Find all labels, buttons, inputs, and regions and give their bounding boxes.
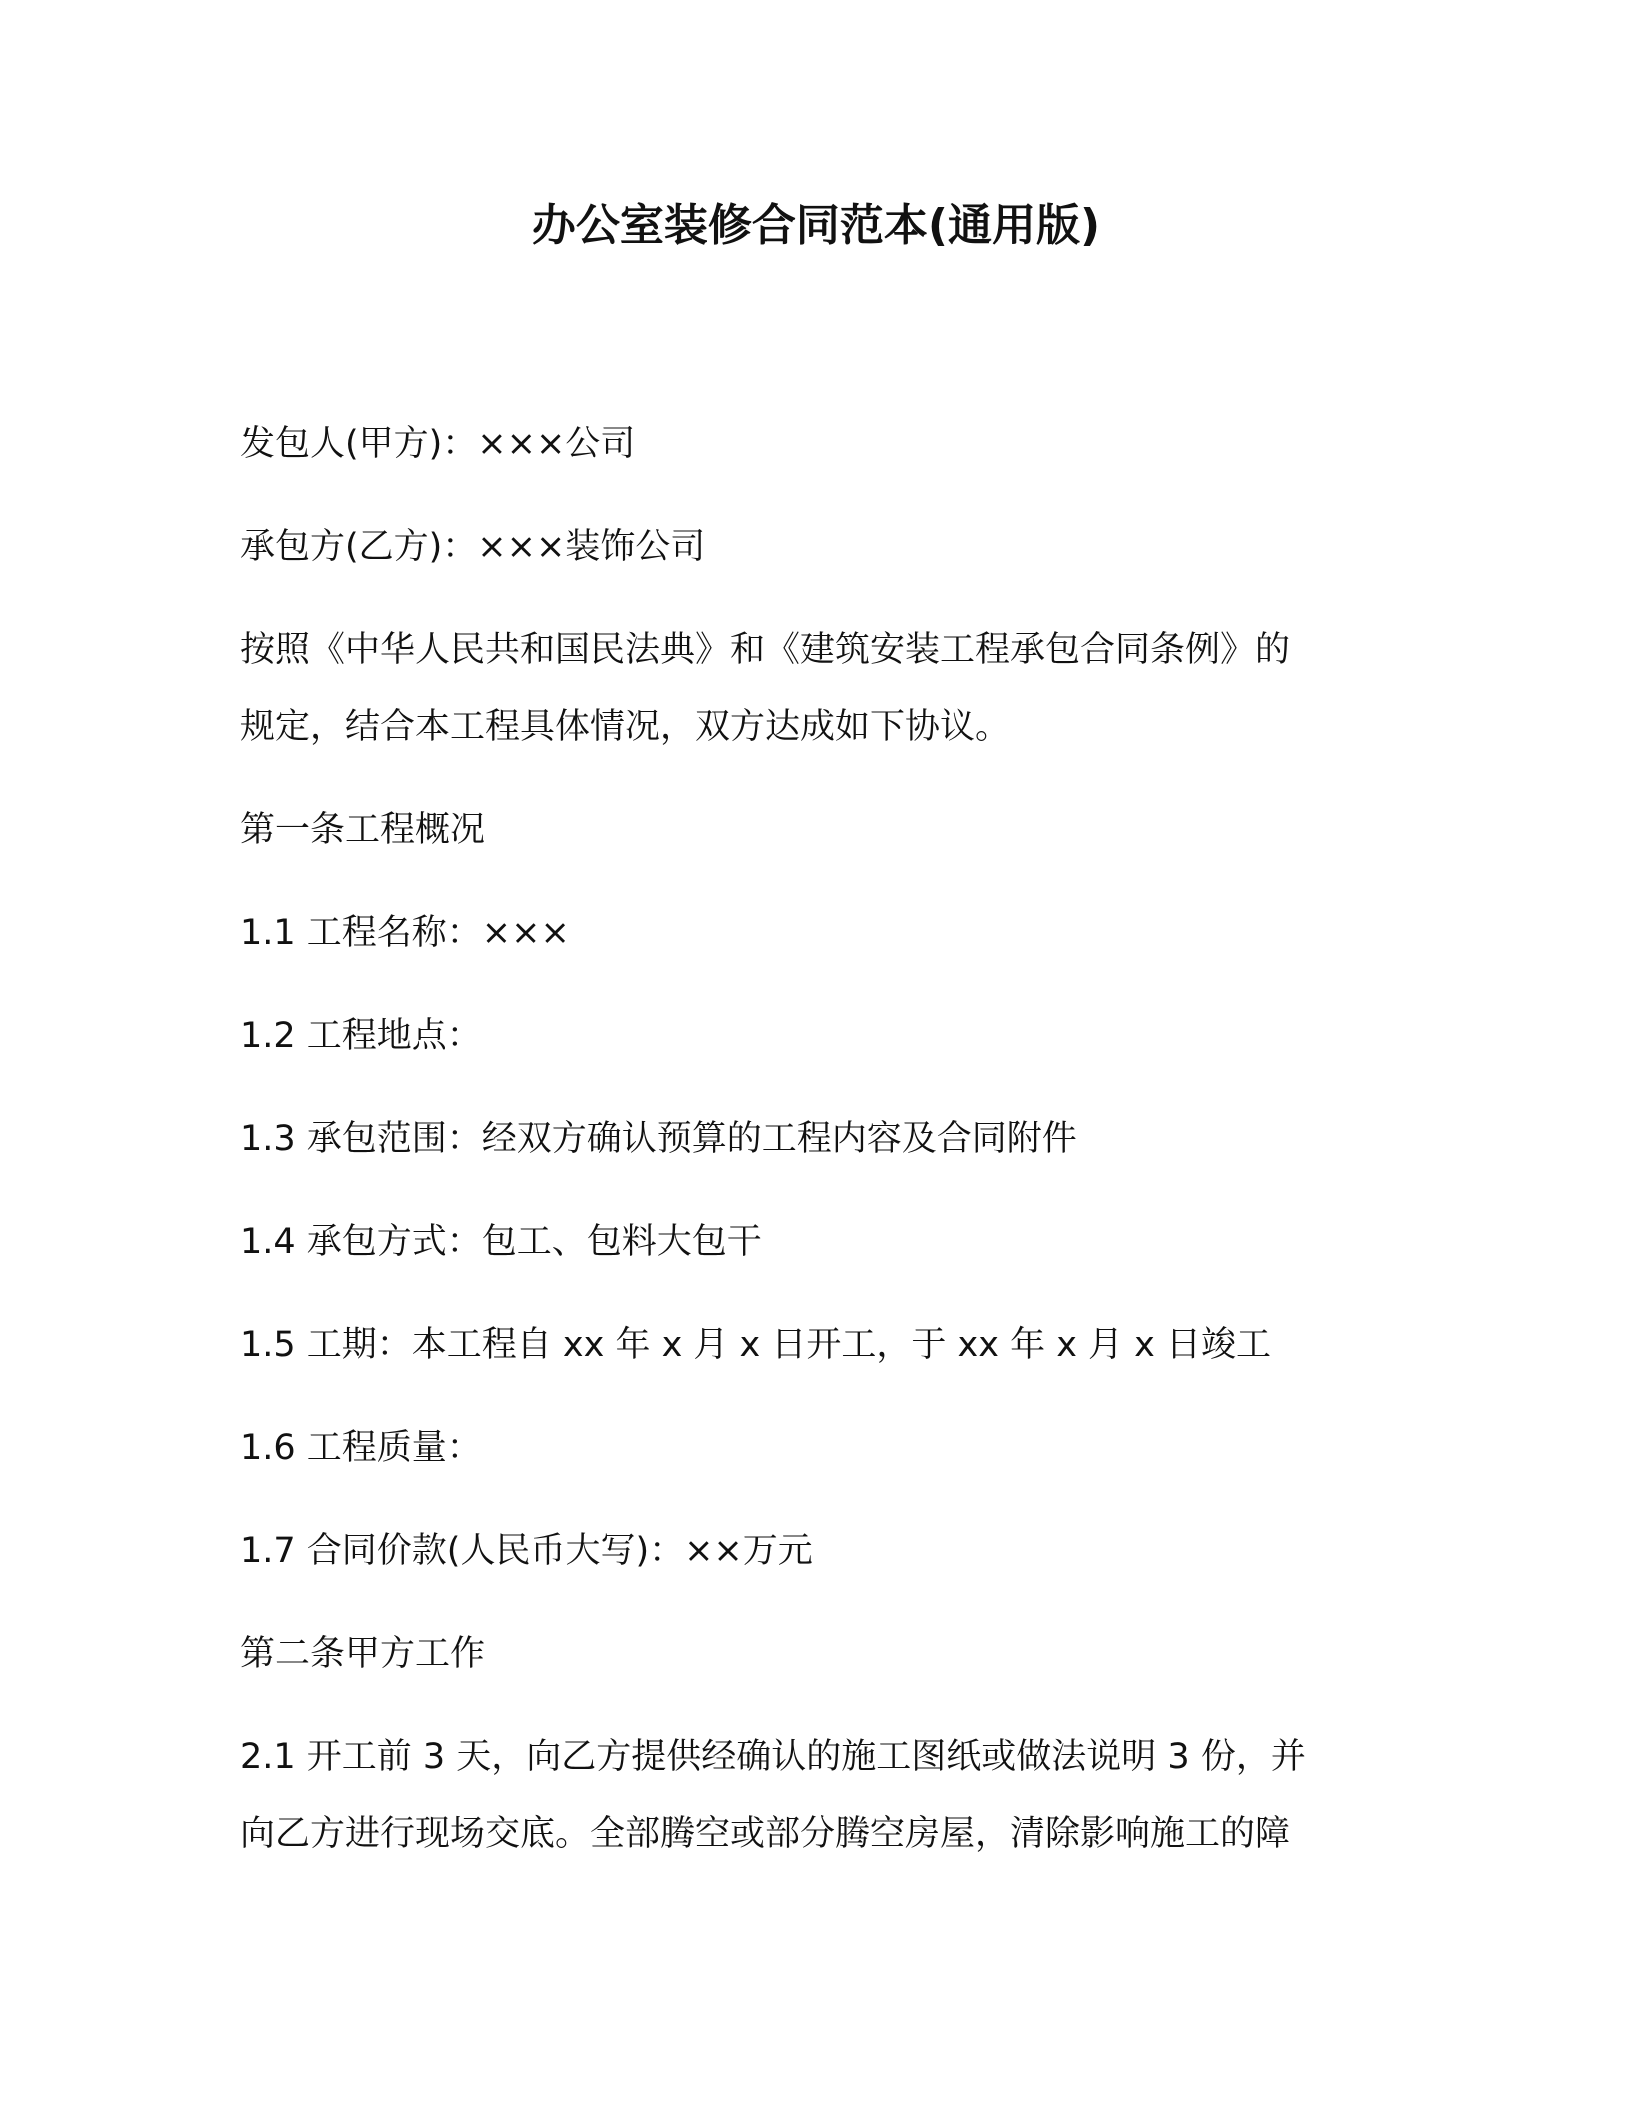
clause-2-1-line-2: 向乙方进行现场交底。全部腾空或部分腾空房屋，清除影响施工的障 [240, 1814, 1291, 1854]
clause-1-4: 1.4 承包方式：包工、包料大包干 [240, 1222, 762, 1262]
clause-1-2: 1.2 工程地点： [240, 1016, 482, 1056]
party-a-line: 发包人(甲方)：×××公司 [240, 424, 636, 464]
clause-2-1-line-1: 2.1 开工前 3 天，向乙方提供经确认的施工图纸或做法说明 3 份，并 [240, 1737, 1306, 1777]
article-2-heading: 第二条甲方工作 [240, 1634, 486, 1674]
clause-1-7: 1.7 合同价款(人民币大写)：××万元 [240, 1531, 813, 1571]
clause-1-1: 1.1 工程名称：××× [240, 913, 570, 953]
article-1-heading: 第一条工程概况 [240, 810, 486, 850]
party-b-line: 承包方(乙方)：×××装饰公司 [240, 527, 706, 567]
preamble-line-2: 规定，结合本工程具体情况，双方达成如下协议。 [240, 707, 1011, 747]
clause-1-3: 1.3 承包范围：经双方确认预算的工程内容及合同附件 [240, 1119, 1077, 1159]
preamble-line-1: 按照《中华人民共和国民法典》和《建筑安装工程承包合同条例》的 [240, 630, 1291, 670]
clause-1-6: 1.6 工程质量： [240, 1428, 482, 1468]
document-title: 办公室装修合同范本(通用版) [531, 200, 1101, 251]
clause-1-5: 1.5 工期：本工程自 xx 年 x 月 x 日开工，于 xx 年 x 月 x 日竣工 [240, 1325, 1271, 1365]
